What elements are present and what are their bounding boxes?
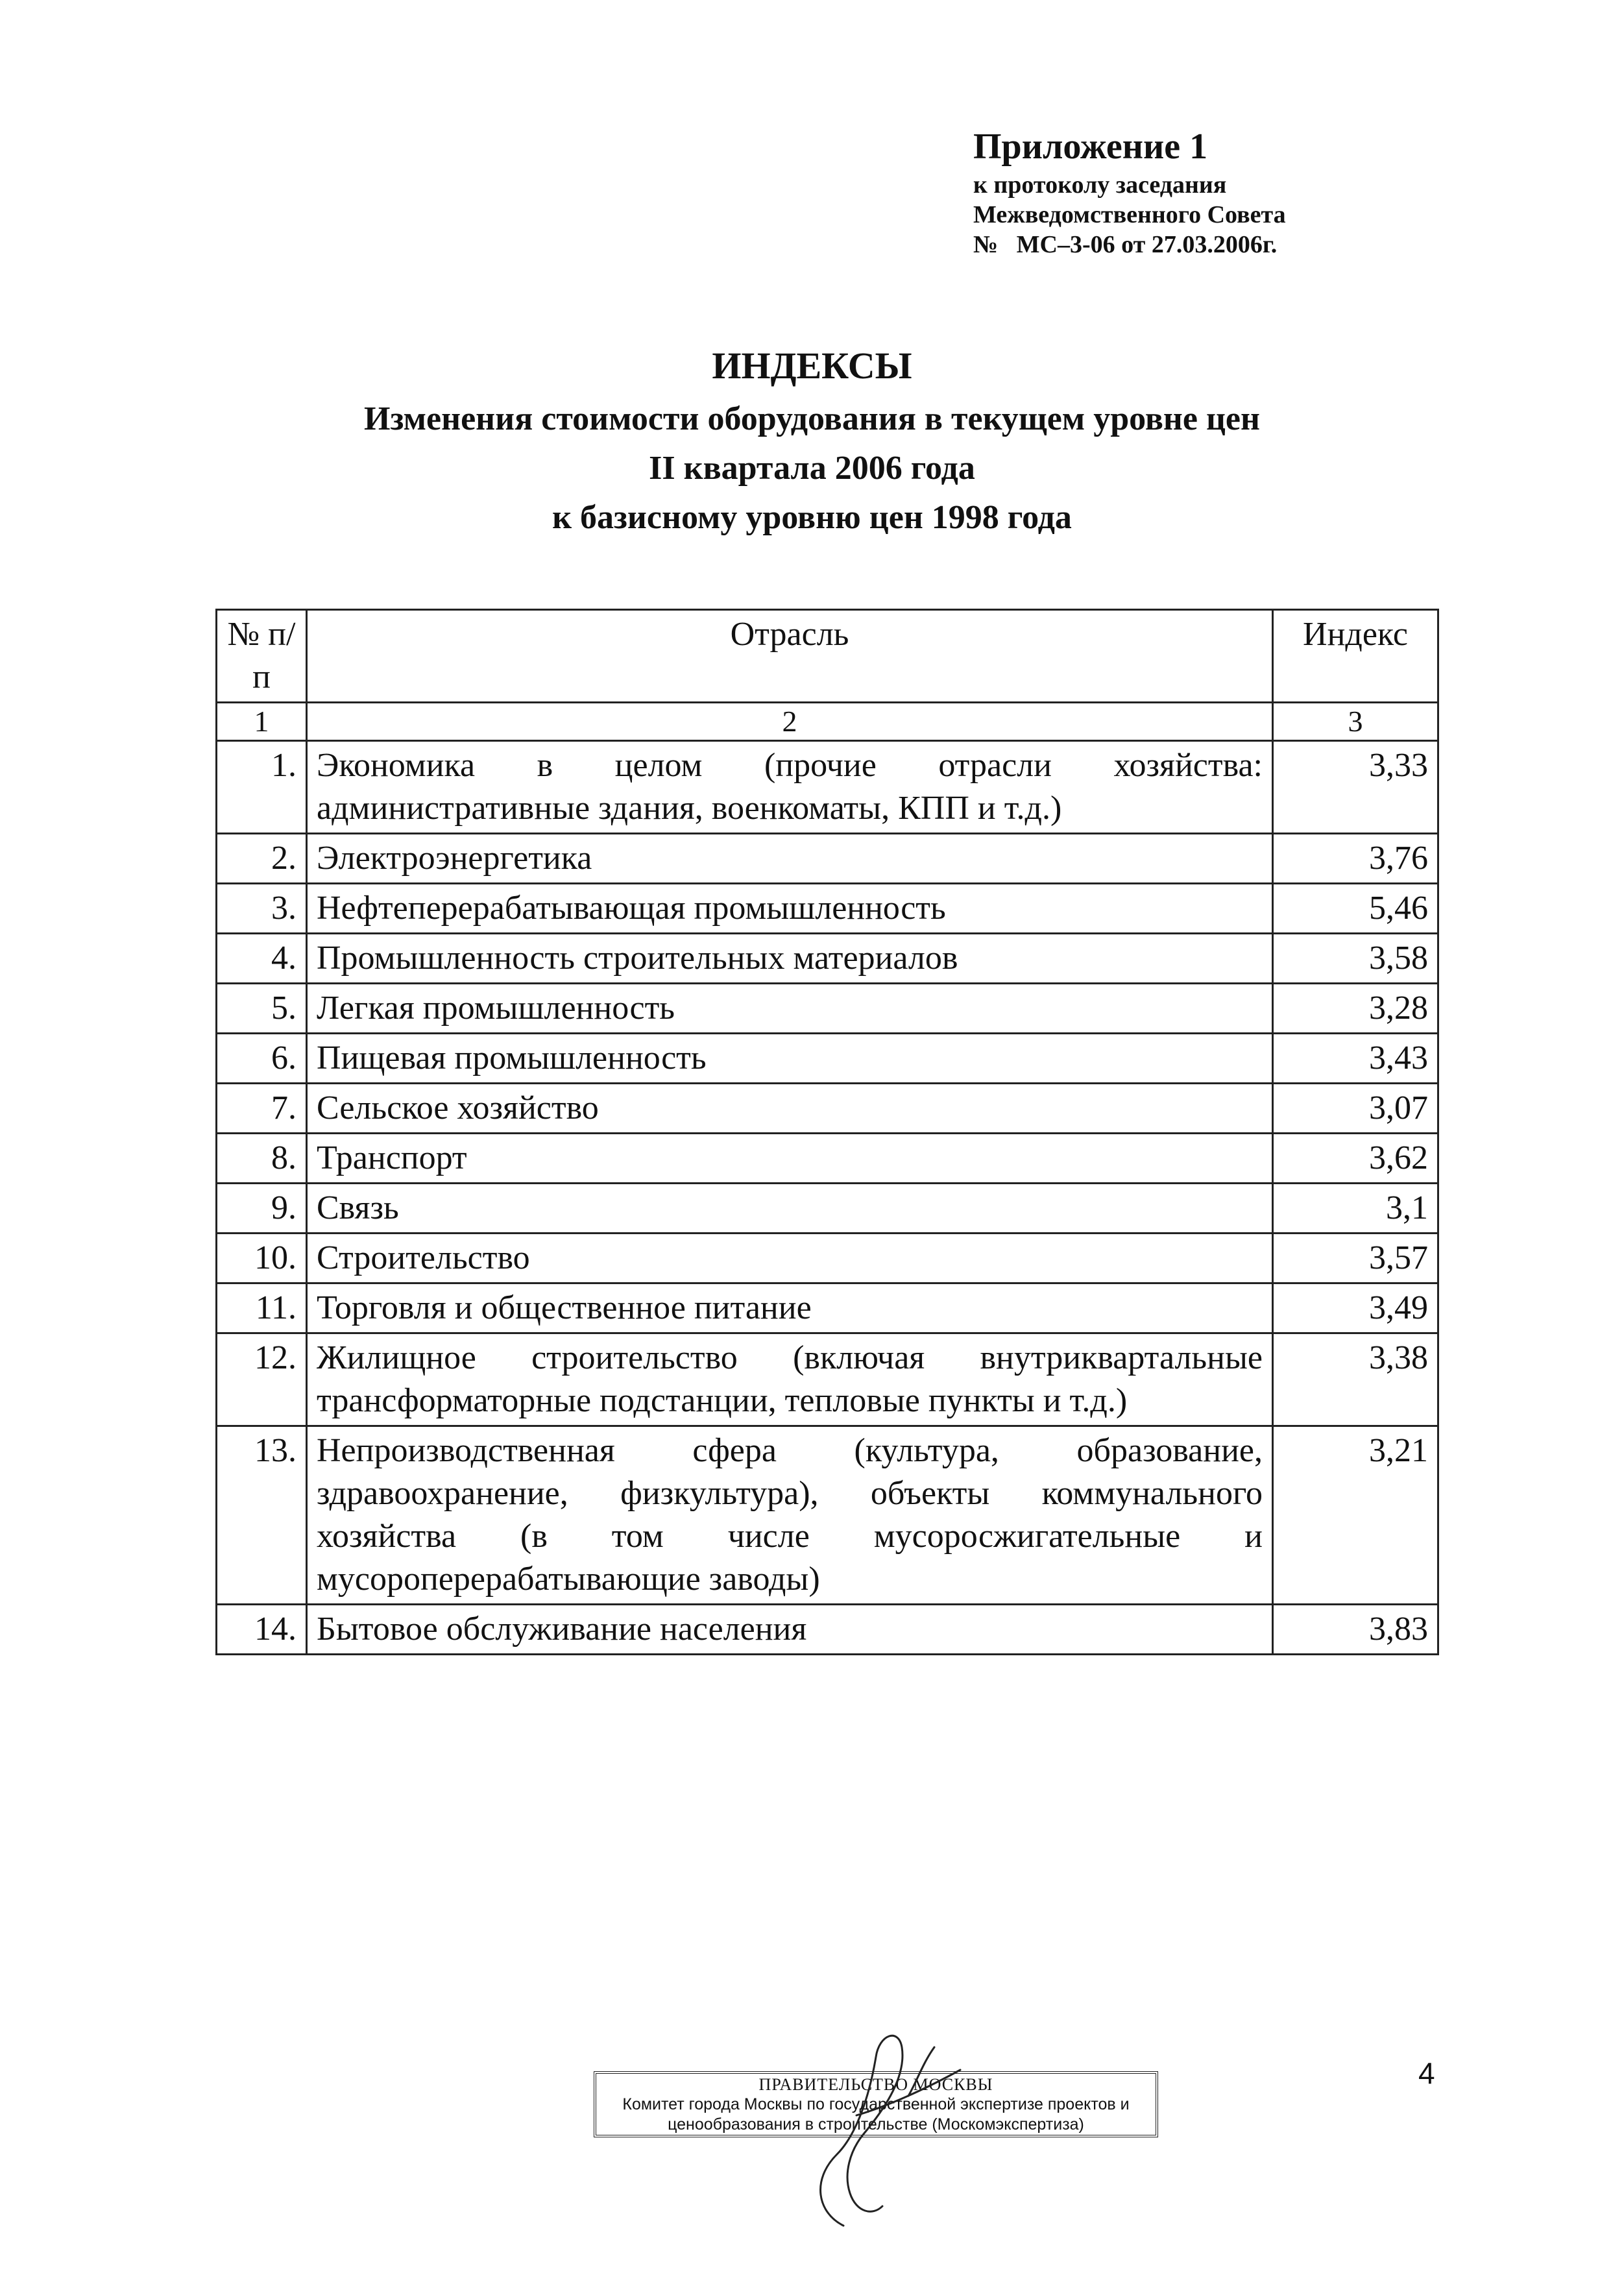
- row-sector: Транспорт: [307, 1134, 1273, 1184]
- row-index: 3,57: [1273, 1234, 1438, 1283]
- table-row: [217, 1605, 1438, 1655]
- row-num: 7.: [217, 1084, 307, 1134]
- row-sector: Сельское хозяйство: [307, 1084, 1273, 1134]
- row-index: 3,62: [1273, 1134, 1438, 1184]
- row-index: 3,76: [1273, 834, 1438, 884]
- table-row: [217, 884, 1438, 934]
- appendix-line-3: № МС–3-06 от 27.03.2006г.: [973, 231, 1278, 258]
- row-index: 3,83: [1273, 1605, 1438, 1655]
- row-index: 3,21: [1273, 1426, 1438, 1605]
- row-num: 14.: [217, 1605, 307, 1655]
- row-index: 3,28: [1273, 984, 1438, 1034]
- row-sector: Жилищное строительство (включая внутриквартальные трансформаторные подстанции, тепловые пункты и т.д.): [307, 1333, 1273, 1426]
- signature: [746, 2018, 1006, 2239]
- index-table: [215, 609, 1439, 1655]
- stamp-line-1: ПРАВИТЕЛЬСТВО МОСКВЫ: [758, 2075, 993, 2094]
- row-sector: Промышленность строительных материалов: [307, 934, 1273, 984]
- document-title: ИНДЕКСЫ: [712, 345, 912, 387]
- header-num: № п/п: [217, 610, 307, 703]
- table-row: [217, 984, 1438, 1034]
- row-sector: Связь: [307, 1184, 1273, 1234]
- row-num: 9.: [217, 1184, 307, 1234]
- row-num: 5.: [217, 984, 307, 1034]
- row-index: 3,1: [1273, 1184, 1438, 1234]
- table-row: [217, 834, 1438, 884]
- appendix-block: [973, 123, 1427, 260]
- row-sector: Экономика в целом (прочие отрасли хозяйства: административные здания, военкоматы, КПП и т.д.): [307, 741, 1273, 834]
- stamp-line-2: Комитет города Москвы по государственной экспертизе проектов и: [622, 2095, 1130, 2113]
- table-row: [217, 1084, 1438, 1134]
- row-sector: Пищевая промышленность: [307, 1034, 1273, 1084]
- table-row: [217, 741, 1438, 834]
- row-num: 11.: [217, 1283, 307, 1333]
- row-sector: Электроэнергетика: [307, 834, 1273, 884]
- row-num: 4.: [217, 934, 307, 984]
- appendix-line-2: Межведомственного Совета: [973, 201, 1286, 228]
- column-number: 3: [1273, 703, 1438, 741]
- heading-line-2: II квартала 2006 года: [649, 450, 975, 487]
- row-index: 3,33: [1273, 741, 1438, 834]
- table-row: [217, 1426, 1438, 1605]
- document-heading: [130, 337, 1494, 542]
- row-num: 3.: [217, 884, 307, 934]
- row-sector: Легкая промышленность: [307, 984, 1273, 1034]
- table-row: [217, 1134, 1438, 1184]
- table-row: [217, 1184, 1438, 1234]
- row-num: 12.: [217, 1333, 307, 1426]
- heading-line-3: к базисному уровню цен 1998 года: [552, 499, 1072, 536]
- table-row: [217, 1283, 1438, 1333]
- page-number: 4: [1418, 2056, 1435, 2090]
- row-index: 3,58: [1273, 934, 1438, 984]
- row-num: 8.: [217, 1134, 307, 1184]
- column-number-row: [217, 703, 1438, 741]
- heading-line-1: Изменения стоимости оборудования в текущем уровне цен: [364, 400, 1260, 437]
- row-num: 2.: [217, 834, 307, 884]
- row-index: 3,49: [1273, 1283, 1438, 1333]
- header-sector: Отрасль: [307, 610, 1273, 703]
- row-index: 5,46: [1273, 884, 1438, 934]
- row-sector: Торговля и общественное питание: [307, 1283, 1273, 1333]
- row-num: 1.: [217, 741, 307, 834]
- row-index: 3,07: [1273, 1084, 1438, 1134]
- table-row: [217, 1333, 1438, 1426]
- row-num: 13.: [217, 1426, 307, 1605]
- row-num: 6.: [217, 1034, 307, 1084]
- appendix-line-1: к протоколу заседания: [973, 171, 1227, 199]
- table-row: [217, 1234, 1438, 1283]
- appendix-title: Приложение 1: [973, 127, 1208, 167]
- stamp-line-3: ценообразования в строительстве (Москомэкспертиза): [668, 2115, 1084, 2134]
- table-row: [217, 934, 1438, 984]
- row-index: 3,43: [1273, 1034, 1438, 1084]
- row-sector: Нефтеперерабатывающая промышленность: [307, 884, 1273, 934]
- header-index: Индекс: [1273, 610, 1438, 703]
- row-index: 3,38: [1273, 1333, 1438, 1426]
- row-sector: Строительство: [307, 1234, 1273, 1283]
- row-sector: Бытовое обслуживание населения: [307, 1605, 1273, 1655]
- row-num: 10.: [217, 1234, 307, 1283]
- table-header-row: [217, 610, 1438, 703]
- table-row: [217, 1034, 1438, 1084]
- column-number: 1: [217, 703, 307, 741]
- column-number: 2: [307, 703, 1273, 741]
- row-sector: Непроизводственная сфера (культура, образование, здравоохранение, физкультура), объекты коммунального хозяйства (в том числе мусоросжигательные и мусороперерабатывающие заводы): [307, 1426, 1273, 1605]
